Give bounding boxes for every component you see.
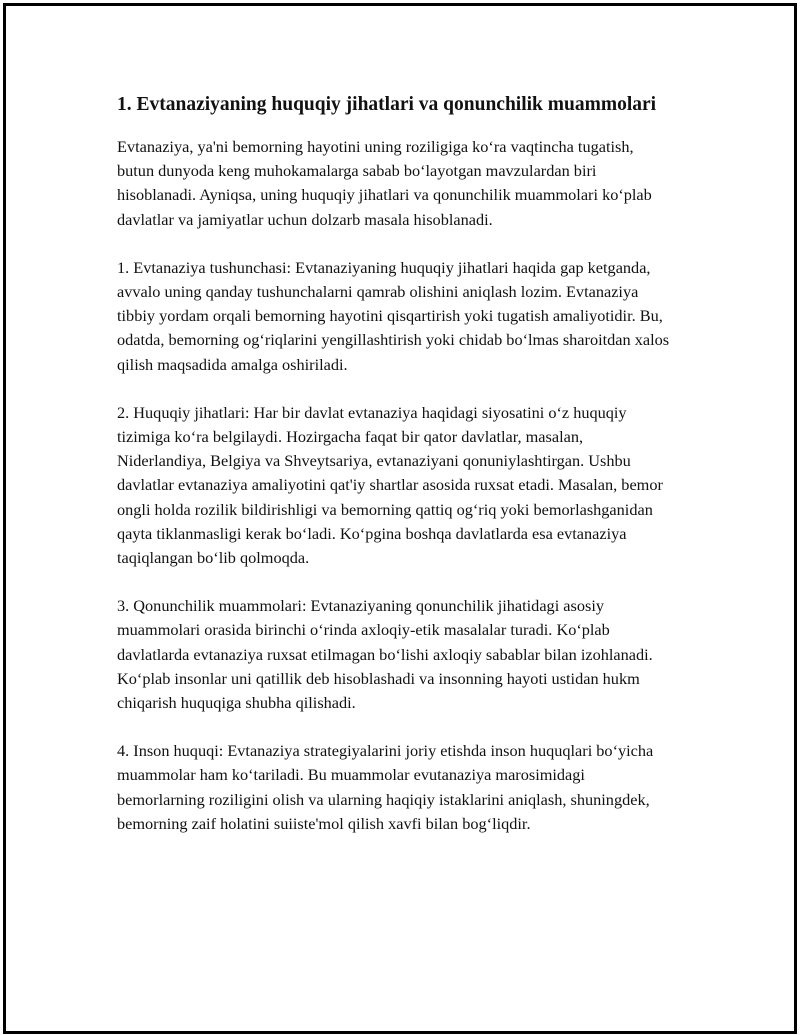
document-body bbox=[117, 92, 673, 860]
section-4-paragraph: 4. Inson huquqi: Evtanaziya strategiyalarini joriy etishda inson huquqlari bo‘yicha muammolar ham ko‘tariladi. Bu muammolar evutanaziya marosimidagi bemorlarning roziligini olish va ularning haqiqiy istaklarini aniqlash, shuningdek, bemorning zaif holatini suiiste'mol qilish xavfi bilan bog‘liqdir. bbox=[117, 741, 654, 833]
intro-paragraph: Evtanaziya, ya'ni bemorning hayotini uning roziligiga ko‘ra vaqtincha tugatish, butun dunyoda keng muhokamalarga sabab bo‘layotgan mavzulardan biri hisoblanadi. Ayniqsa, uning huquqiy jihatlari va qonunchilik muammolari ko‘plab davlatlar va jamiyatlar uchun dolzarb masala hisoblanadi. bbox=[117, 137, 652, 229]
section-2-paragraph: 2. Huquqiy jihatlari: Har bir davlat evtanaziya haqidagi siyosatini o‘z huquqiy tizimiga ko‘ra belgilaydi. Hozirgacha faqat bir qator davlatlar, masalan, Niderlandiya, Belgiya va Shveytsariya, evtanaziyani qonuniylashtirgan. Ushbu davlatlar evtanaziya amaliyotini qat'iy shartlar asosida ruxsat etadi. Masalan, bemor ongli holda rozilik bildirishligi va bemorning qattiq og‘riq yoki bemorlashganidan qayta tiklanmasligi kerak bo‘ladi. Ko‘pgina boshqa davlatlarda esa evtanaziya taqiqlangan bo‘lib qolmoqda. bbox=[117, 402, 663, 568]
document-title: 1. Evtanaziyaning huquqiy jihatlari va qonunchilik muammolari bbox=[117, 94, 657, 115]
section-1-paragraph: 1. Evtanaziya tushunchasi: Evtanaziyaning huquqiy jihatlari haqida gap ketganda, avvalo uning qanday tushunchalarni qamrab olishini aniqlash lozim. Evtanaziya tibbiy yordam orqali bemorning hayotini qisqartirish yoki tugatish amaliyotidir. Bu, odatda, bemorning og‘riqlarini yengillashtirish yoki chidab bo‘lmas sharoitdan xalos qilish maqsadida amalga oshiriladi. bbox=[117, 257, 670, 374]
section-3-paragraph: 3. Qonunchilik muammolari: Evtanaziyaning qonunchilik jihatidagi asosiy muammolari orasida birinchi o‘rinda axloqiy-etik masalalar turadi. Ko‘plab davlatlarda evtanaziya ruxsat etilmagan bo‘lishi axloqiy sabablar bilan izohlanadi. Ko‘plab insonlar uni qatillik deb hisoblashadi va insonning hayoti ustidan hukm chiqarish huquqiga shubha qilishadi. bbox=[117, 596, 653, 713]
